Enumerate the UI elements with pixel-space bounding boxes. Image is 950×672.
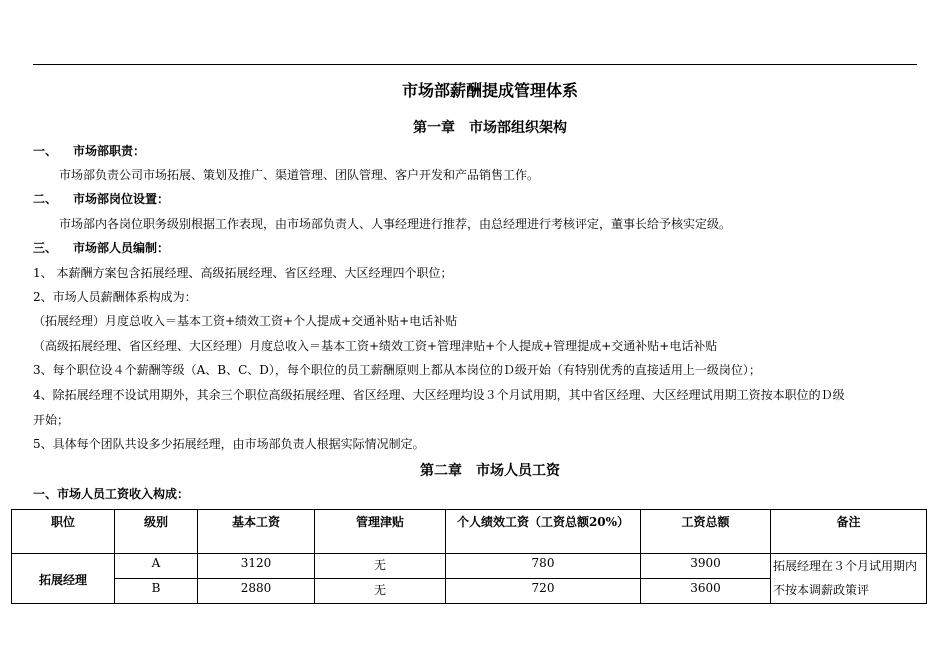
cell-allowance: 无: [315, 554, 446, 579]
list-item: 2、市场人员薪酬体系构成为：: [33, 290, 197, 304]
cell-level: A: [115, 554, 198, 579]
cell-position: 拓展经理: [12, 554, 115, 604]
cell-performance: 780: [446, 554, 641, 579]
header-total-salary: 工资总额: [641, 510, 771, 554]
section-3-number: 三、: [33, 241, 58, 255]
header-position: 职位: [12, 510, 115, 554]
section-1-body: 市场部负责公司市场拓展、策划及推广、渠道管理、团队管理、客户开发和产品销售工作。: [59, 168, 540, 182]
cell-performance: 720: [446, 579, 641, 604]
section-2-body: 市场部内各岗位职务级别根据工作表现，由市场部负责人、人事经理进行推荐，由总经理进行考核评定，董事长给予核实定级。: [59, 217, 732, 231]
table-row: [12, 554, 927, 579]
section-2-label: 市场部岗位设置：: [73, 192, 170, 206]
cell-remarks: 拓展经理在３个月试用期内不按本调薪政策评: [771, 554, 927, 604]
header-base-salary: 基本工资: [198, 510, 315, 554]
list-item: 开始；: [33, 413, 70, 427]
list-item: 3、每个职位设４个薪酬等级（A、B、C、D），每个职位的员工薪酬原则上都从本岗位的Ｄ级开始（有特别优秀的直接适用上一级岗位）；: [33, 363, 761, 377]
header-level: 级别: [115, 510, 198, 554]
section-1-label: 市场部职责：: [73, 144, 146, 158]
cell-base: 2880: [198, 579, 315, 604]
chapter-2-section-1-heading: 一、市场人员工资收入构成：: [33, 487, 190, 501]
header-rule: [33, 64, 917, 65]
salary-table: [11, 509, 927, 604]
list-item: 4、除拓展经理不设试用期外，其余三个职位高级拓展经理、省区经理、大区经理均设３个月试用期，其中省区经理、大区经理试用期工资按本职位的Ｄ级: [33, 388, 845, 402]
section-3-heading: [33, 240, 169, 256]
list-item: 1、 本薪酬方案包含拓展经理、高级拓展经理、省区经理、大区经理四个职位；: [33, 266, 453, 280]
cell-allowance: 无: [315, 579, 446, 604]
list-item: 5、具体每个团队共设多少拓展经理，由市场部负责人根据实际情况制定。: [33, 437, 425, 451]
section-3-label: 市场部人员编制：: [73, 241, 170, 255]
cell-level: B: [115, 579, 198, 604]
chapter-1-title: 第一章 市场部组织架构: [413, 120, 567, 136]
chapter-2-title: 第二章 市场人员工资: [420, 463, 560, 479]
table-header-row: [12, 510, 927, 554]
section-2-number: 二、: [33, 192, 58, 206]
header-performance-pay: 个人绩效工资（工资总额20%）: [446, 510, 641, 554]
list-item: （拓展经理）月度总收入＝基本工资+绩效工资+个人提成+交通补贴+电话补贴: [33, 314, 458, 328]
list-item: （高级拓展经理、省区经理、大区经理）月度总收入＝基本工资+绩效工资+管理津贴+个人提成+管理提成+交通补贴+电话补贴: [33, 339, 718, 353]
cell-base: 3120: [198, 554, 315, 579]
cell-total: 3600: [641, 579, 771, 604]
header-management-allowance: 管理津贴: [315, 510, 446, 554]
header-remarks: 备注: [771, 510, 927, 554]
section-1-number: 一、: [33, 144, 58, 158]
section-2-heading: [33, 191, 169, 207]
document-title: 市场部薪酬提成管理体系: [401, 81, 578, 100]
section-1-heading: [33, 143, 145, 159]
cell-total: 3900: [641, 554, 771, 579]
